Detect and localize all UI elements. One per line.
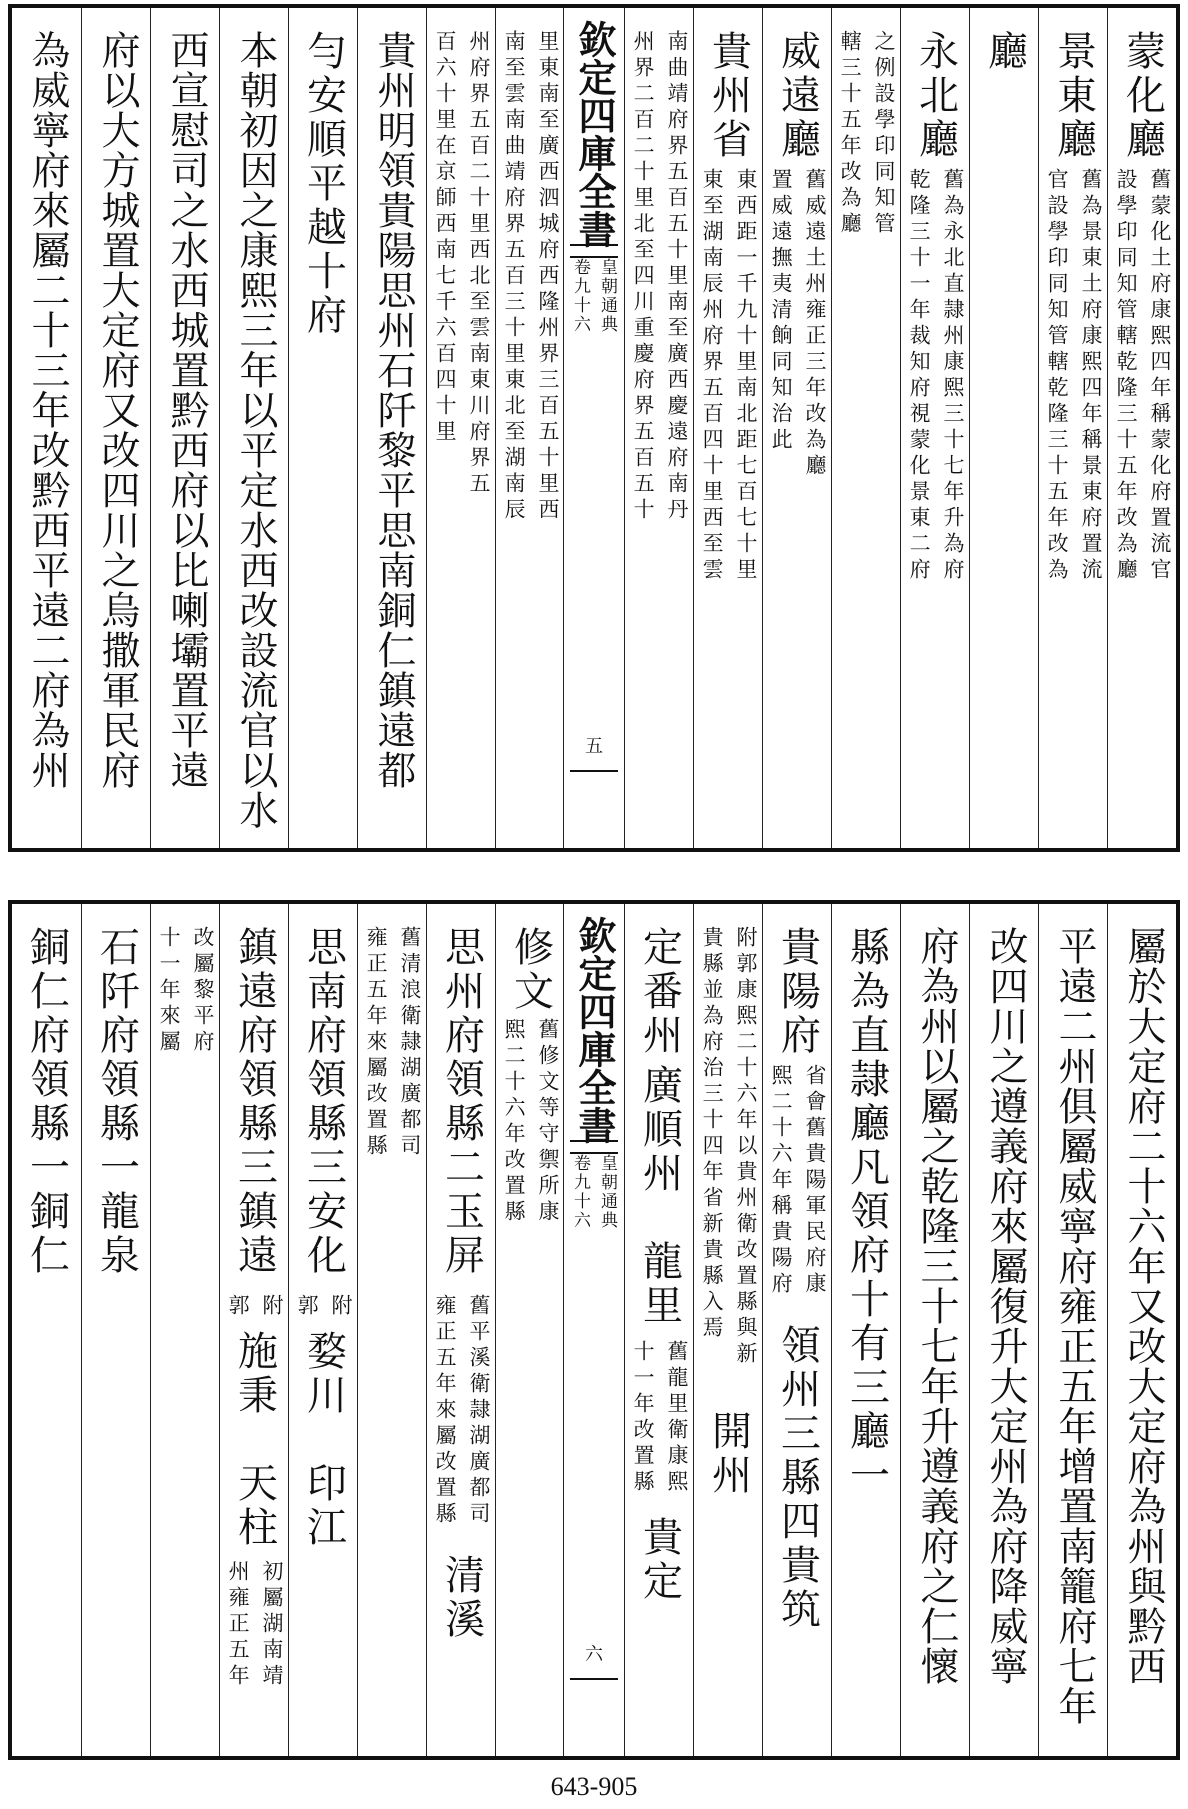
bottom-page (8, 900, 1180, 1760)
annotation-right: 附 (329, 1294, 353, 1320)
text-column (831, 8, 901, 848)
annotation-left: 十一年來屬 (157, 926, 182, 1056)
annotation-right: 南曲靖府界五百五十里南至廣西慶遠府南丹 (665, 30, 689, 524)
sub-title: 皇朝通典 (597, 258, 617, 334)
text-column (288, 8, 358, 848)
volume-label: 卷九十六 (570, 1154, 590, 1230)
main-text: 府為州以屬之乾隆三十七年升遵義府之仁懷 (913, 926, 959, 1686)
sub-title: 皇朝通典 (597, 1154, 617, 1230)
text-column (762, 8, 832, 848)
book-title: 欽定四庫全書 (572, 916, 617, 1144)
text-column (150, 904, 220, 1756)
text-column (81, 904, 151, 1756)
leaf-number: 五 (585, 736, 603, 757)
annotation-left: 熙二十六年稱貴陽府 (769, 1064, 794, 1298)
annotation-right: 改屬黎平府 (191, 926, 215, 1056)
annotation-left: 置威遠撫夷清餉同知治此 (769, 168, 794, 454)
annotation-left: 乾隆三十一年裁知府視蒙化景東二府 (907, 168, 932, 584)
text-column (1107, 904, 1177, 1756)
annotation-right: 附 (260, 1294, 284, 1320)
annotation-right: 舊為景東土府康熙四年稱景東府置流 (1079, 168, 1103, 584)
fishtail-mark (570, 244, 618, 258)
text-column (81, 8, 151, 848)
annotation-right: 里東南至廣西泗城府西隆州界三百五十里西 (536, 30, 560, 524)
annotation-right: 舊修文等守禦所康 (536, 1018, 560, 1226)
text-column (831, 904, 901, 1756)
leaf-number: 六 (585, 1644, 603, 1665)
main-text-continued: 貴定 (636, 1516, 683, 1604)
annotation-right: 州府界五百二十里西北至雲南東川府界五 (467, 30, 491, 498)
text-column (762, 904, 832, 1756)
main-text: 思州府領縣二玉屏 (438, 926, 485, 1278)
main-text: 銅仁府領縣一銅仁 (23, 926, 70, 1278)
text-column (426, 8, 496, 848)
main-text: 鎮遠府領縣三鎮遠 (231, 926, 278, 1278)
annotation-right: 舊龍里衛康熙 (665, 1340, 689, 1496)
main-text: 威遠廳 (774, 30, 821, 162)
annotation-right: 舊為永北直隷州康熙三十七年升為府 (941, 168, 965, 584)
text-column (426, 904, 496, 1756)
center-fold (563, 8, 625, 848)
text-column (693, 904, 763, 1756)
annotation-left: 東至湖南辰州府界五百四十里西至雲 (700, 168, 725, 584)
text-column (357, 8, 427, 848)
main-text: 修文 (507, 926, 554, 1014)
text-column (693, 8, 763, 848)
text-column (495, 904, 565, 1756)
main-text: 平遠二州俱屬威寧府雍正五年增置南籠府七年 (1051, 926, 1097, 1726)
lower-fishtail-mark (570, 1678, 618, 1680)
annotation-left: 轄三十五年改為廳 (838, 30, 863, 238)
annotation-right: 附郭康熙二十六年以貴州衛改置縣與新 (734, 926, 758, 1368)
main-text-continued: 開州 (705, 1410, 752, 1498)
annotation-right: 初屬湖南靖 (260, 1560, 284, 1690)
text-column (12, 8, 81, 848)
main-text: 府以大方城置大定府又改四川之烏撒軍民府 (94, 30, 140, 790)
annotation-left: 雍正五年來屬改置縣 (433, 1294, 458, 1528)
main-text: 貴州省 (705, 30, 752, 162)
main-text: 西宣慰司之水西城置黔西府以比喇壩置平遠 (163, 30, 209, 790)
volume-label: 卷九十六 (570, 258, 590, 334)
main-text-continued: 婺川 印江 (300, 1330, 347, 1550)
main-text: 屬於大定府二十六年又改大定府為州與黔西 (1120, 926, 1166, 1686)
annotation-left: 雍正五年來屬改置縣 (364, 926, 389, 1160)
center-fold (563, 904, 625, 1756)
text-column (1038, 8, 1108, 848)
text-column (495, 8, 565, 848)
lower-fishtail-mark (570, 770, 618, 772)
annotation-left: 郭 (295, 1294, 320, 1320)
main-text: 蒙化廳 (1119, 30, 1166, 162)
main-text: 石阡府領縣一龍泉 (93, 926, 140, 1278)
main-text: 本朝初因之康熙三年以平定水西改設流官以水 (232, 30, 278, 830)
text-column (288, 904, 358, 1756)
main-text: 縣為直隷廳凡領府十有三廳一 (843, 926, 890, 1498)
main-text: 改四川之遵義府來屬復升大定州為府降威寧 (982, 926, 1028, 1686)
text-column (12, 904, 81, 1756)
text-column (969, 8, 1039, 848)
top-page (8, 4, 1180, 852)
annotation-left: 貴縣並為府治三十四年省新貴縣入焉 (700, 926, 725, 1342)
text-column (900, 904, 970, 1756)
annotation-right: 之例設學印同知管 (872, 30, 896, 238)
main-text: 永北廳 (912, 30, 959, 162)
main-text: 定番州 (636, 926, 683, 1058)
annotation-left: 十一年改置縣 (631, 1340, 656, 1496)
annotation-left: 熙二十六年改置縣 (502, 1018, 527, 1226)
text-column (1038, 904, 1108, 1756)
text-column (219, 904, 289, 1756)
fishtail-mark (570, 1140, 618, 1154)
annotation-right: 省會舊貴陽軍民府康 (803, 1064, 827, 1298)
main-text: 廳 (981, 30, 1028, 74)
main-text: 景東廳 (1050, 30, 1097, 162)
annotation-left: 州界二百二十里北至四川重慶府界五百五十 (631, 30, 656, 524)
annotation-left: 官設學印同知管轄乾隆三十五年改為 (1045, 168, 1070, 584)
annotation-left: 州雍正五年 (226, 1560, 251, 1690)
annotation-left: 百六十里在京師西南七千六百四十里 (433, 30, 458, 446)
text-column (1107, 8, 1177, 848)
text-column (624, 8, 694, 848)
main-text-continued: 領州三縣四貴筑 (774, 1324, 821, 1632)
text-column (969, 904, 1039, 1756)
text-column (357, 904, 427, 1756)
text-column (624, 904, 694, 1756)
book-title: 欽定四庫全書 (572, 20, 617, 248)
main-text-continued: 廣順州 龍里 (636, 1064, 683, 1328)
main-text-continued: 清溪 (438, 1554, 485, 1642)
main-text-continued: 施秉 天柱 (231, 1330, 278, 1550)
text-column (900, 8, 970, 848)
main-text: 思南府領縣三安化 (300, 926, 347, 1278)
annotation-right: 舊威遠土州雍正三年改為廳 (803, 168, 827, 480)
main-text: 勻安順平越十府 (300, 30, 347, 338)
page-code: 643-905 (550, 1772, 638, 1801)
annotation-left: 郭 (226, 1294, 251, 1320)
annotation-right: 東西距一千九十里南北距七百七十里 (734, 168, 758, 584)
main-text: 為威寧府來屬二十三年改黔西平遠二府為州 (24, 30, 70, 790)
annotation-left: 設學印同知管轄乾隆三十五年改為廳 (1114, 168, 1139, 584)
text-column (219, 8, 289, 848)
annotation-right: 舊平溪衛隷湖廣都司 (467, 1294, 491, 1528)
text-column (150, 8, 220, 848)
annotation-left: 南至雲南曲靖府界五百三十里東北至湖南辰 (502, 30, 527, 524)
annotation-right: 舊蒙化土府康熙四年稱蒙化府置流官 (1148, 168, 1172, 584)
main-text: 貴陽府 (774, 926, 821, 1058)
main-text: 貴州明領貴陽思州石阡黎平思南銅仁鎮遠都 (370, 30, 416, 790)
annotation-right: 舊清浪衛隷湖廣都司 (398, 926, 422, 1160)
